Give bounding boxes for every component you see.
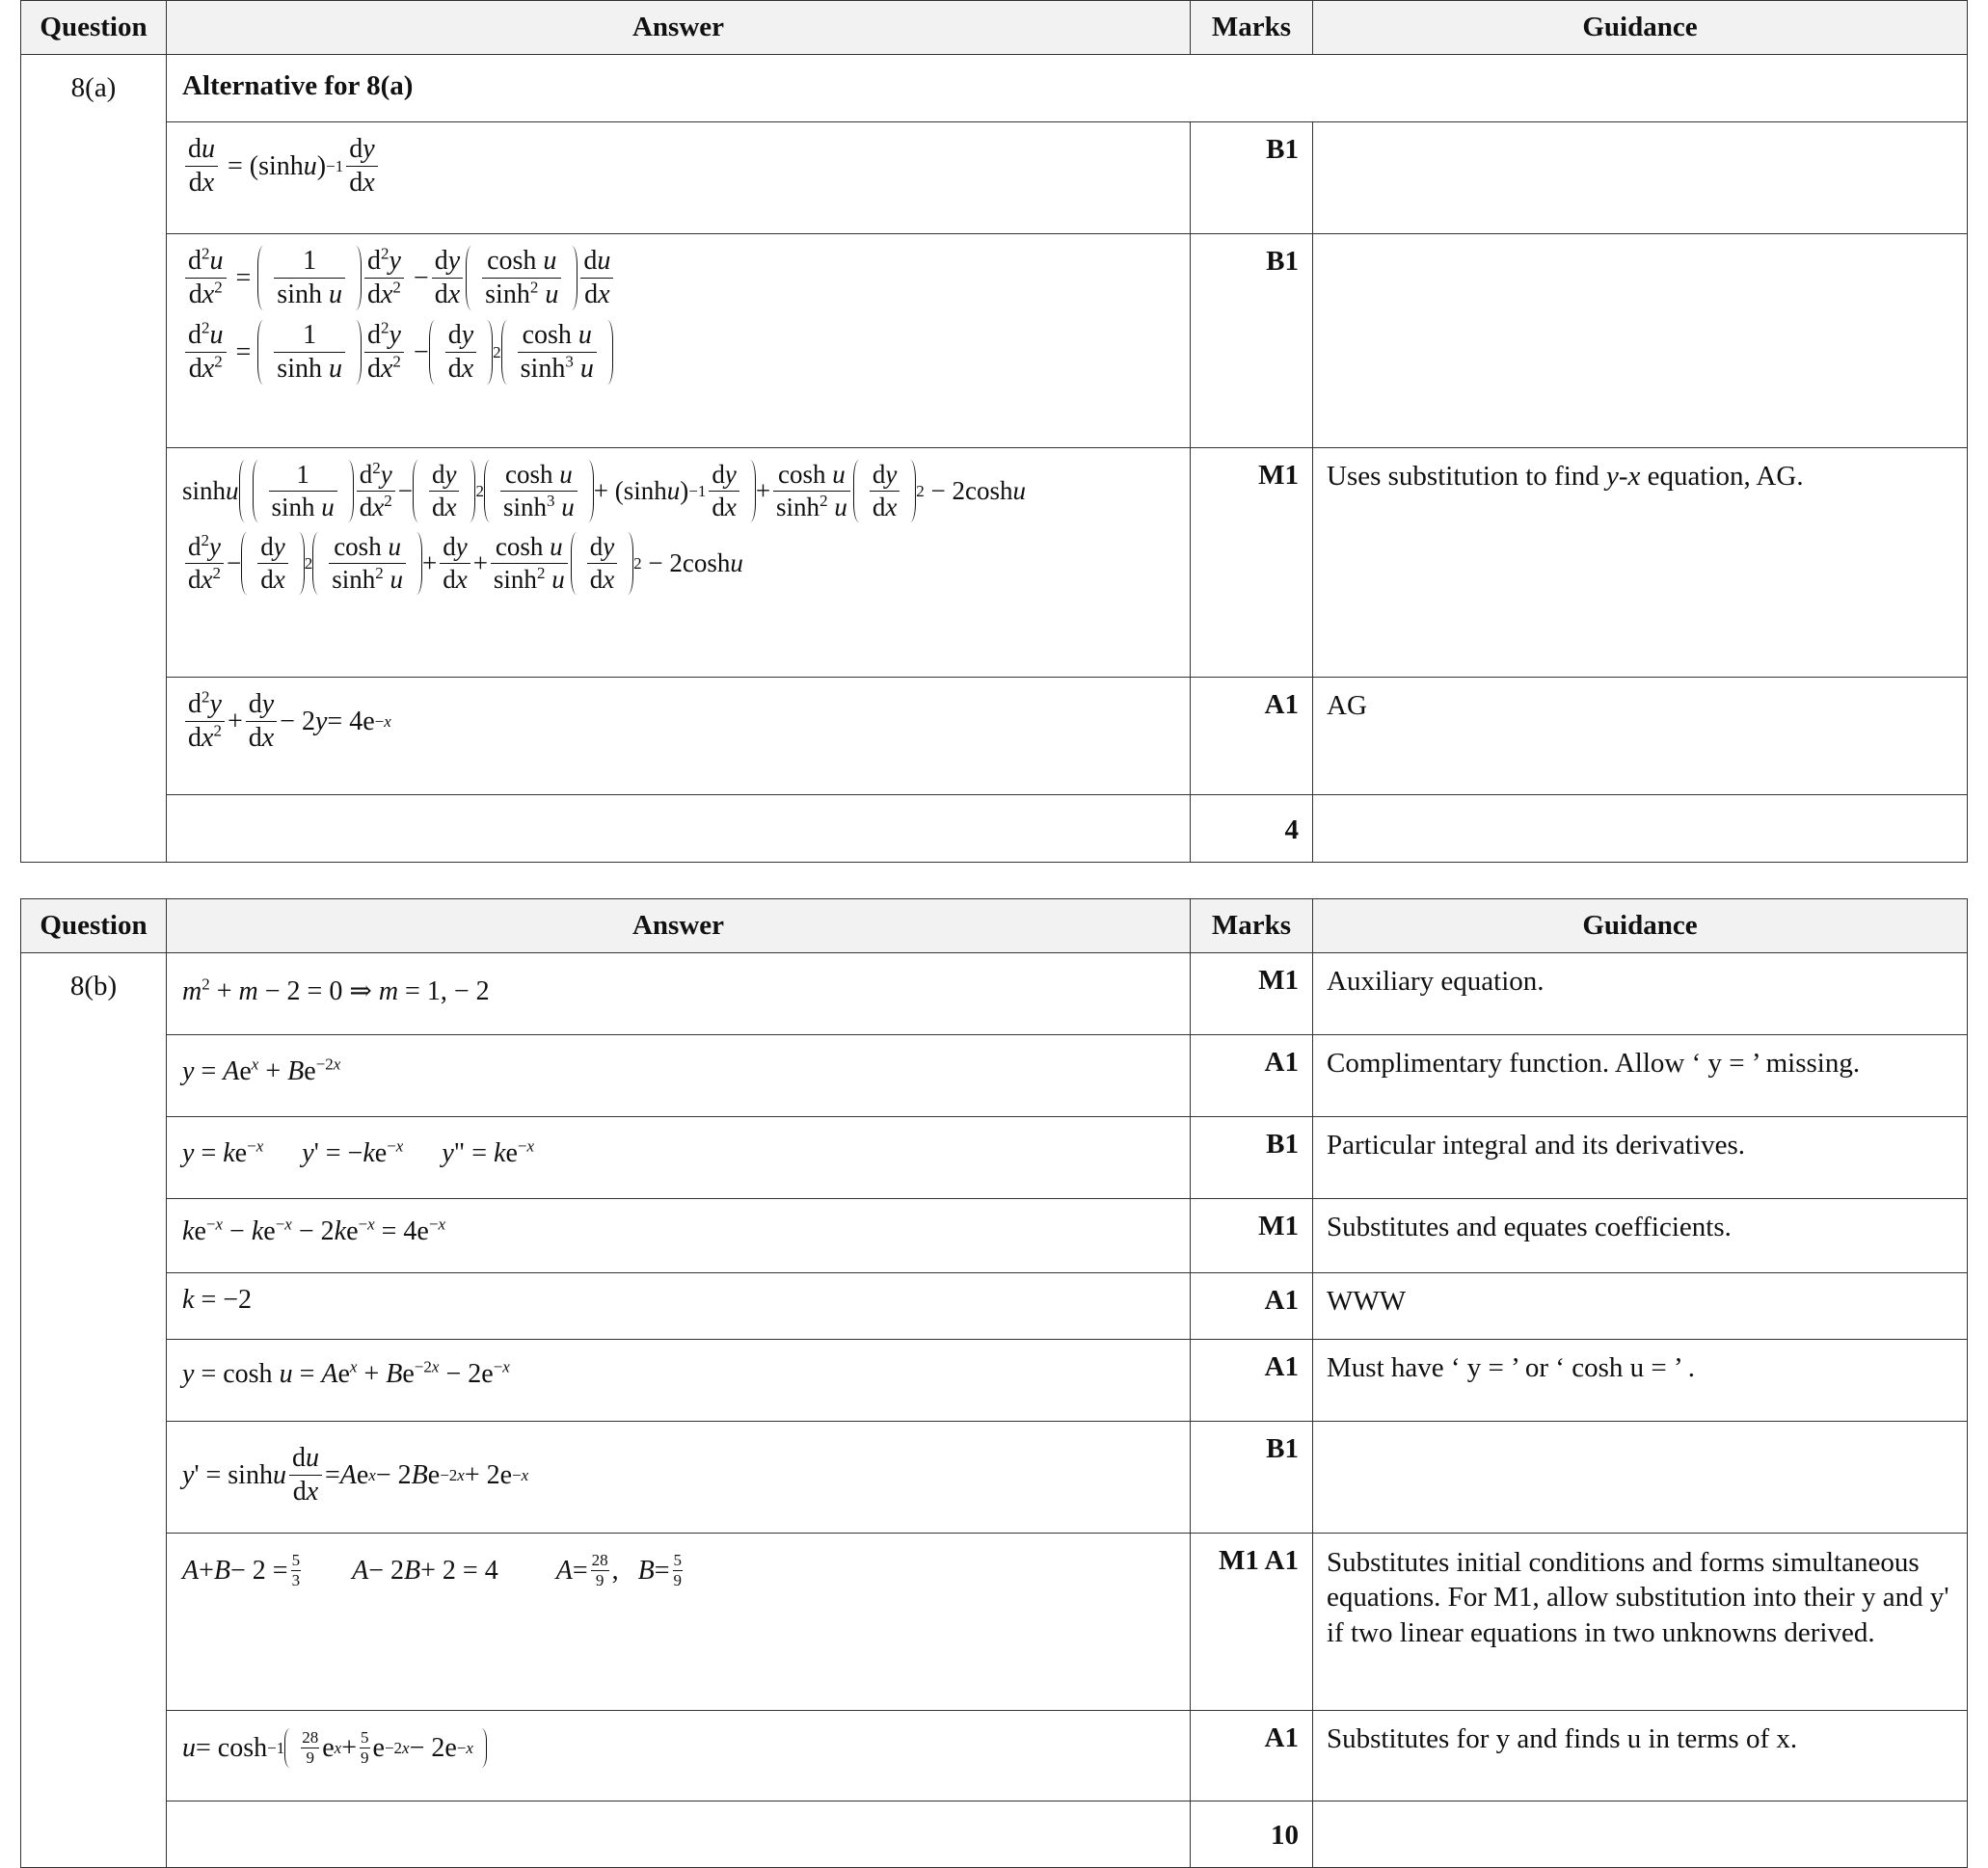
answer-cell (167, 1117, 1191, 1199)
table-row (21, 953, 1968, 1035)
answer-cell (167, 678, 1191, 795)
table-row (21, 1534, 1968, 1711)
answer-cell (167, 1801, 1191, 1868)
marks-cell: M1 (1191, 1199, 1313, 1273)
marks-cell: B1 (1191, 1422, 1313, 1534)
answer-cell (167, 1534, 1191, 1711)
math-expression: $\frac{du}{dx}$ = (sinh u ) −1 $\frac{dy}{dx}$ (182, 134, 1174, 199)
answer-cell (167, 953, 1191, 1035)
answer-cell (167, 234, 1191, 448)
guidance-cell: Substitutes and equates coefficients. (1313, 1199, 1968, 1273)
answer-cell (167, 448, 1191, 678)
question-number: 8(b) (21, 953, 167, 1868)
answer-cell (167, 1035, 1191, 1117)
table-row (21, 1273, 1968, 1340)
alternative-heading: Alternative for 8(a) (167, 55, 1968, 122)
answer-cell (167, 1422, 1191, 1534)
answer-cell (167, 1273, 1191, 1340)
header-answer: Answer (167, 899, 1191, 953)
table-row (21, 234, 1968, 448)
marks-cell: M1 (1191, 953, 1313, 1035)
marks-cell: M1 A1 (1191, 1534, 1313, 1711)
answer-cell (167, 795, 1191, 863)
math-expression: $\frac{d^2u}{dx^2}$ = $\frac{1}{\text{sinh u}}$ $\frac{d^2y}{dx^2}$ − $\frac{dy}{dx}$ 2 $\frac{\text{cosh u}}{\sinh^3 u}$ (182, 320, 1174, 385)
marks-cell: A1 (1191, 1035, 1313, 1117)
guidance-text: equation, AG. (1640, 461, 1804, 492)
marks-cell: A1 (1191, 1273, 1313, 1340)
table-row (21, 1422, 1968, 1534)
table-row (21, 1117, 1968, 1199)
guidance-variable: y-x (1606, 461, 1641, 492)
guidance-cell: WWW (1313, 1273, 1968, 1340)
header-answer: Answer (167, 1, 1191, 55)
marks-cell: A1 (1191, 1340, 1313, 1422)
header-row (21, 899, 1968, 953)
math-expression: y ' = sinh u $\frac{du}{dx}$ = A e x − 2 B e −2x + 2e −x (182, 1443, 529, 1507)
guidance-cell: AG (1313, 678, 1968, 795)
math-expression: sinh u $\frac{1}{\text{sinh u}}$ $\frac{d^2y}{dx^2}$ − $\frac{dy}{dx}$ 2 $\frac{\text{cosh u}}{\sinh^3 u}$ + (sinh u ) −1 $\frac{dy}{dx}$ + $\frac{\text{cosh u}}{\sinh^2 u}$ $\frac{dy}{dx}$ 2 − 2cosh u (182, 459, 1027, 521)
math-expression: k = −2 (182, 1285, 253, 1315)
header-row (21, 1, 1968, 55)
math-expression: A + B − 2 = $\frac{5}{3}$ A − 2 B + 2 = 4 A = $\frac{28}{9}$ , B = $\frac{5}{9}$ (182, 1551, 683, 1589)
table-row (21, 1711, 1968, 1801)
header-marks: Marks (1191, 899, 1313, 953)
math-expression: $y = Ae^x + Be^{-2x}$ (182, 1054, 341, 1086)
header-question: Question (21, 899, 167, 953)
total-row (21, 1801, 1968, 1868)
guidance-cell: Substitutes for y and finds u in terms of x. (1313, 1711, 1968, 1801)
table-row (21, 1340, 1968, 1422)
mark-scheme-table-8a (20, 0, 1968, 863)
marks-cell: A1 (1191, 1711, 1313, 1801)
answer-cell (167, 1711, 1191, 1801)
math-expression: $y = \cosh u = Ae^x + Be^{-2x} - 2e^{-x}$ (182, 1357, 510, 1389)
answer-cell (167, 1340, 1191, 1422)
table-row (21, 448, 1968, 678)
math-expression: $\frac{d^2u}{dx^2}$ = $\frac{1}{\text{sinh u}}$ $\frac{d^2y}{dx^2}$ − $\frac{dy}{dx}$ $\frac{\text{cosh u}}{\sinh^2 u}$ $\frac{du}{dx}$ (182, 246, 1174, 310)
guidance-cell (1313, 448, 1968, 678)
table-row (21, 55, 1968, 122)
question-number: 8(a) (21, 55, 167, 863)
total-row (21, 795, 1968, 863)
guidance-text: Uses substitution to find (1327, 461, 1607, 492)
math-expression: $y = ke^{-x}$ $y' = -ke^{-x}$ y" = $ke^{-x}$ (182, 1136, 535, 1168)
table-row (21, 1199, 1968, 1273)
math-expression: $\frac{d^2y}{dx^2}$ − $\frac{dy}{dx}$ 2 $\frac{\text{cosh u}}{\sinh^2 u}$ + $\frac{dy}{dx}$ + $\frac{\text{cosh u}}{\sinh^2 u}$ $\frac{dy}{dx}$ 2 − 2cosh u (182, 532, 1174, 595)
header-question: Question (21, 1, 167, 55)
header-marks: Marks (1191, 1, 1313, 55)
table-row (21, 122, 1968, 234)
math-expression: u = cosh −1 $\frac{28}{9}$ e x + $\frac{5}{9}$ e −2x − 2e −x (182, 1728, 1174, 1768)
guidance-cell: Complimentary function. Allow ‘ y = ’ missing. (1313, 1035, 1968, 1117)
total-marks: 4 (1191, 795, 1313, 863)
marks-cell: M1 (1191, 448, 1313, 678)
mark-scheme-table-8b (20, 898, 1968, 1868)
guidance-cell: Must have ‘ y = ’ or ‘ cosh u = ’ . (1313, 1340, 1968, 1422)
header-guidance: Guidance (1313, 1, 1968, 55)
marks-cell: B1 (1191, 234, 1313, 448)
math-expression: $ke^{-x} - ke^{-x} - 2ke^{-x} = 4e^{-x}$ (182, 1214, 445, 1246)
guidance-cell: Substitutes initial conditions and forms simultaneous equations. For M1, allow substitution into their y and y' if two linear equations in two unknowns derived. (1313, 1534, 1968, 1711)
guidance-cell: Particular integral and its derivatives. (1313, 1117, 1968, 1199)
guidance-cell (1313, 122, 1968, 234)
table-row (21, 678, 1968, 795)
table-row (21, 1035, 1968, 1117)
marks-cell: B1 (1191, 1117, 1313, 1199)
marks-cell: A1 (1191, 678, 1313, 795)
answer-cell (167, 1199, 1191, 1273)
guidance-cell (1313, 1422, 1968, 1534)
math-expression: $m^2 + m - 2 = 0$ ⇒ m = 1, − 2 (182, 974, 490, 1006)
answer-cell (167, 122, 1191, 234)
header-guidance: Guidance (1313, 899, 1968, 953)
marks-cell: B1 (1191, 122, 1313, 234)
guidance-cell: Auxiliary equation. (1313, 953, 1968, 1035)
guidance-cell (1313, 234, 1968, 448)
guidance-cell (1313, 795, 1968, 863)
total-marks: 10 (1191, 1801, 1313, 1868)
math-expression: $\frac{d^2y}{dx^2}$ + $\frac{dy}{dx}$ − 2 y = 4e −x (182, 689, 1174, 754)
guidance-cell (1313, 1801, 1968, 1868)
